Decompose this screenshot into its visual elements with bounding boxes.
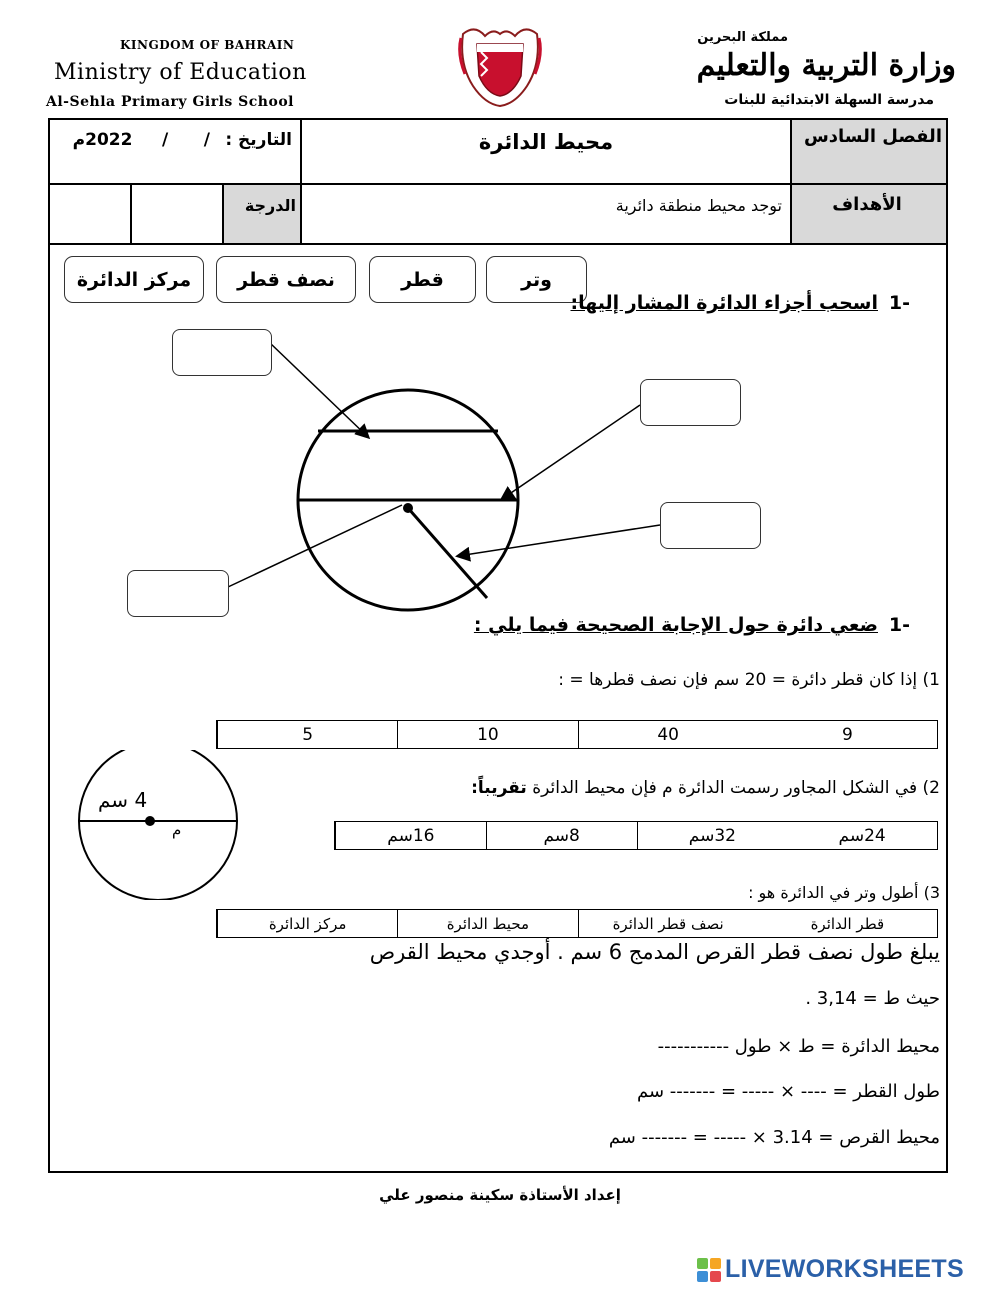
question-2-options: [334, 821, 938, 850]
question-3-options: [216, 909, 938, 938]
date-value[interactable]: / / 2022م: [72, 130, 210, 150]
school-ar: مدرسة السهلة الابتدائية للبنات: [724, 92, 934, 108]
ministry-en: Ministry of Education: [54, 60, 307, 85]
diameter-line-answer[interactable]: طول القطر = ---- × ----- = ------- سم: [637, 1081, 940, 1102]
q2-option[interactable]: 24سم: [838, 825, 886, 846]
problem-statement: يبلغ طول نصف قطر القرص المدمج 6 سم . أوجدي محيط القرص: [369, 940, 940, 964]
q3-option[interactable]: محيط الدائرة: [397, 910, 577, 937]
section1-number: -1: [888, 292, 910, 314]
word-center[interactable]: مركز الدائرة: [64, 256, 204, 303]
circumference-line-answer[interactable]: محيط القرص = 3.14 × ----- = ------- سم: [608, 1127, 940, 1148]
liveworksheets-logo-icon: [697, 1258, 721, 1282]
question-2-text: 2) في الشكل المجاور رسمت الدائرة م فإن محيط الدائرة: [532, 778, 940, 798]
q3-option[interactable]: نصف قطر الدائرة: [578, 910, 758, 937]
drop-box-diameter[interactable]: [640, 379, 741, 426]
q2-option[interactable]: 32سم: [637, 822, 788, 849]
objectives-label: الأهداف: [832, 194, 902, 215]
question-1: 1) إذا كان قطر دائرة = 20 سم فإن نصف قطرها = :: [558, 670, 940, 690]
arrow-chord: [270, 343, 368, 437]
circle-diagram: [0, 0, 1000, 640]
author-credit: إعداد الأستاذة سكينة منصور علي: [379, 1186, 621, 1204]
q3-option[interactable]: مركز الدائرة: [217, 910, 397, 937]
arrow-radius: [458, 525, 660, 556]
school-en: Al-Sehla Primary Girls School: [46, 94, 294, 110]
q2-option[interactable]: 16سم: [335, 822, 486, 849]
q1-option[interactable]: 40: [578, 721, 758, 748]
word-diameter[interactable]: قطر: [369, 256, 476, 303]
worksheet-title: محيط الدائرة: [478, 130, 614, 154]
question-2-emphasis: تقريباً:: [471, 778, 527, 798]
word-radius[interactable]: نصف قطر: [216, 256, 356, 303]
date-label: التاريخ :: [225, 130, 292, 150]
score-label: الدرجة: [244, 196, 296, 215]
kingdom-ar: مملكة البحرين: [697, 30, 788, 45]
q1-option[interactable]: 9: [841, 724, 853, 745]
q2-radius-label: 4 سم: [98, 788, 148, 812]
drop-box-center[interactable]: [127, 570, 229, 617]
drop-box-radius[interactable]: [660, 502, 761, 549]
arrow-center: [228, 505, 402, 587]
question-1-options: [216, 720, 938, 749]
liveworksheets-brand[interactable]: LIVEWORKSHEETS: [725, 1255, 964, 1283]
formula-line[interactable]: محيط الدائرة = ط × طول -----------: [657, 1036, 940, 1057]
center-point: [403, 503, 413, 513]
question-2: [471, 778, 940, 798]
question-3: 3) أطول وتر في الدائرة هو :: [748, 883, 940, 902]
q2-option[interactable]: 8سم: [486, 822, 637, 849]
drop-box-chord[interactable]: [172, 329, 272, 376]
q2-center-label: م: [172, 821, 182, 839]
arrow-diameter: [502, 405, 640, 499]
grade-label: الفصل السادس: [803, 126, 942, 147]
pi-line: حيث ط = 3,14 .: [805, 988, 940, 1009]
q3-option[interactable]: قطر الدائرة: [810, 914, 885, 933]
section1-instruction: اسحب أجزاء الدائرة المشار إليها:: [570, 292, 878, 314]
word-chord[interactable]: وتر: [486, 256, 587, 303]
ministry-ar: وزارة التربية والتعليم: [696, 48, 956, 83]
objective-text: توجد محيط منطقة دائرية: [615, 196, 782, 215]
q2-circle-figure: [70, 750, 250, 900]
q1-option[interactable]: 10: [397, 721, 577, 748]
q1-option[interactable]: 5: [217, 721, 397, 748]
section2-instruction: ضعي دائرة حول الإجابة الصحيحة فيما يلي :: [473, 614, 878, 636]
kingdom-en: KINGDOM OF BAHRAIN: [120, 38, 295, 52]
section2-number: -1: [888, 614, 910, 636]
